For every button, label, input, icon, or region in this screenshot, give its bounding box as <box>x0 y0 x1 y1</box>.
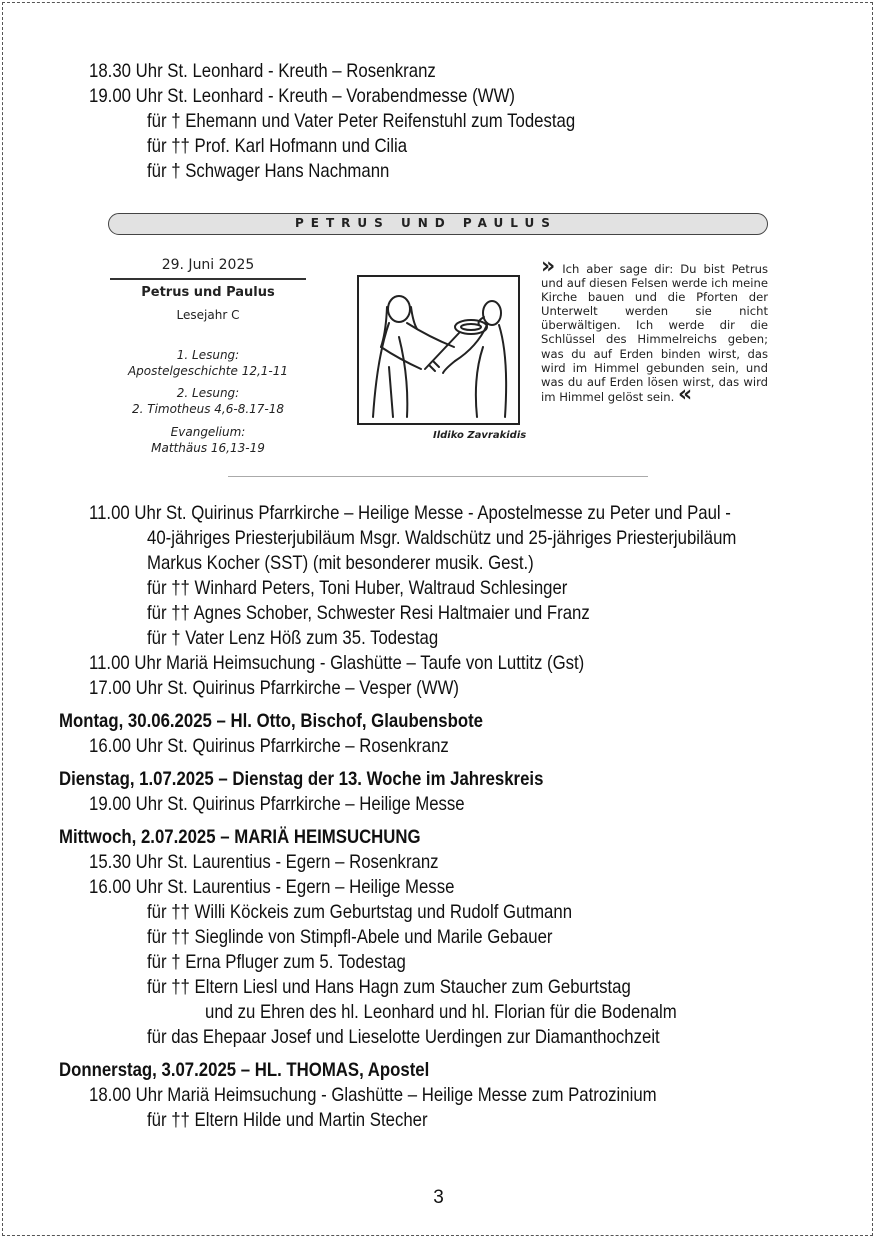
quote-close-mark: « <box>677 381 693 407</box>
reading1-ref: Apostelgeschichte 12,1-11 <box>127 364 289 378</box>
page-number: 3 <box>433 1187 444 1208</box>
schedule-entry: 19.00 Uhr St. Quirinus Pfarrkirche – Heilige Messe <box>89 793 465 815</box>
reading2-ref: 2. Timotheus 4,6-8.17-18 <box>131 402 285 416</box>
mass-intention: für †† Willi Köckeis zum Geburtstag und Rudolf Gutmann <box>147 901 573 923</box>
mass-intention: für †† Winhard Peters, Toni Huber, Waltraud Schlesinger <box>147 577 568 599</box>
quote-text: Ich aber sage dir: Du bist Petrus und auf diesen Felsen werde ich meine Kirche bauen und die Pforten der Unterwelt werden sie nicht überwältigen. Ich werde dir die Schlüssel des Himmelreichs geben; was du auf Erden binden wirst, das wird im Himmel gebunden sein, und was du auf Erden lösen wirst, das wird im Himmel gelöst sein. <box>541 262 768 404</box>
lectionary-year: Lesejahr C <box>176 308 240 322</box>
schedule-entry: 18.00 Uhr Mariä Heimsuchung - Glashütte – Heilige Messe zum Patrozinium <box>89 1084 657 1106</box>
day-heading-wednesday: Mittwoch, 2.07.2025 – MARIÄ HEIMSUCHUNG <box>59 826 421 848</box>
mass-intention: für †† Eltern Liesl und Hans Hagn zum Staucher zum Geburtstag <box>147 976 631 998</box>
feast-banner <box>108 213 768 235</box>
date-divider <box>110 278 306 280</box>
peter-receives-keys-drawing <box>359 277 518 423</box>
schedule-entry: 11.00 Uhr Mariä Heimsuchung - Glashütte – Taufe von Luttitz (Gst) <box>89 652 585 674</box>
mass-intention-cont: und zu Ehren des hl. Leonhard und hl. Florian für die Bodenalm <box>205 1001 677 1023</box>
mass-intention: für † Vater Lenz Höß zum 35. Todestag <box>147 627 439 649</box>
schedule-entry: 17.00 Uhr St. Quirinus Pfarrkirche – Vesper (WW) <box>89 677 459 699</box>
schedule-entry-cont: Markus Kocher (SST) (mit besonderer musik. Gest.) <box>147 552 534 574</box>
schedule-entry: 16.00 Uhr St. Laurentius - Egern – Heilige Messe <box>89 876 455 898</box>
section-divider <box>228 476 648 477</box>
schedule-entry: 19.00 Uhr St. Leonhard - Kreuth – Vorabendmesse (WW) <box>89 85 515 107</box>
gospel-quote <box>541 254 768 407</box>
day-heading-tuesday: Dienstag, 1.07.2025 – Dienstag der 13. Woche im Jahreskreis <box>59 768 544 790</box>
reading1-label: 1. Lesung: <box>176 348 240 362</box>
mass-intention: für † Erna Pfluger zum 5. Todestag <box>147 951 406 973</box>
schedule-entry: 11.00 Uhr St. Quirinus Pfarrkirche – Heilige Messe - Apostelmesse zu Peter und Paul - <box>89 502 731 524</box>
day-heading-monday: Montag, 30.06.2025 – Hl. Otto, Bischof, Glaubensbote <box>59 710 484 732</box>
banner-title: PETRUS UND PAULUS <box>295 216 557 230</box>
schedule-entry: 18.30 Uhr St. Leonhard - Kreuth – Rosenkranz <box>89 60 436 82</box>
gospel-label: Evangelium: <box>170 425 246 439</box>
day-heading-thursday: Donnerstag, 3.07.2025 – HL. THOMAS, Apostel <box>59 1059 430 1081</box>
reading2-label: 2. Lesung: <box>176 386 240 400</box>
mass-intention: für †† Sieglinde von Stimpfl-Abele und Marile Gebauer <box>147 926 553 948</box>
illustration-keys <box>357 275 520 425</box>
schedule-entry: 16.00 Uhr St. Quirinus Pfarrkirche – Rosenkranz <box>89 735 449 757</box>
feast-date: 29. Juni 2025 <box>161 257 255 273</box>
feast-name: Petrus und Paulus <box>141 285 275 300</box>
gospel-ref: Matthäus 16,13-19 <box>151 441 265 455</box>
mass-intention: für †† Eltern Hilde und Martin Stecher <box>147 1109 428 1131</box>
quote-open-mark: » <box>541 254 556 279</box>
schedule-entry: 15.30 Uhr St. Laurentius - Egern – Rosenkranz <box>89 851 439 873</box>
mass-intention: für †† Prof. Karl Hofmann und Cilia <box>147 135 408 157</box>
illustration-credit: Ildiko Zavrakidis <box>433 430 527 441</box>
schedule-entry-cont: 40-jähriges Priesterjubiläum Msgr. Waldschütz und 25-jähriges Priesterjubiläum <box>147 527 737 549</box>
mass-intention: für †† Agnes Schober, Schwester Resi Haltmaier und Franz <box>147 602 590 624</box>
mass-intention: für † Ehemann und Vater Peter Reifenstuhl zum Todestag <box>147 110 576 132</box>
mass-intention: für † Schwager Hans Nachmann <box>147 160 390 182</box>
mass-intention: für das Ehepaar Josef und Lieselotte Uerdingen zur Diamanthochzeit <box>147 1026 660 1048</box>
